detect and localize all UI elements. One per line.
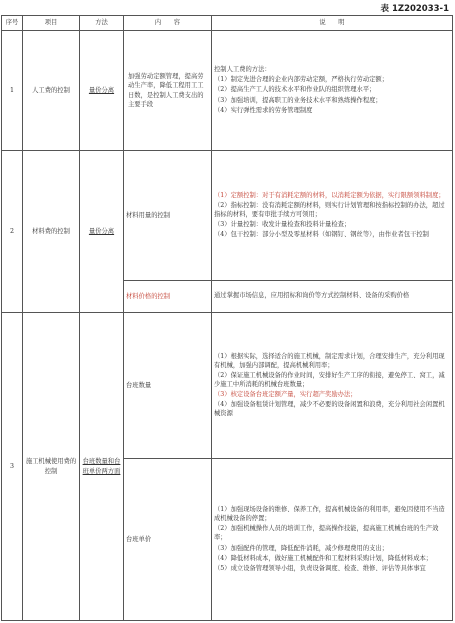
row-content — [124, 151, 212, 281]
row-item: 材料费的控制 — [23, 151, 80, 313]
description-line: （3）加强培训，提高职工的业务技术水平和熟练操作程度； — [214, 96, 382, 104]
row-content — [124, 281, 212, 313]
row-description — [212, 151, 453, 281]
description-line: （4）实行弹性需求的劳务管理制度 — [214, 106, 313, 114]
table-row — [2, 151, 453, 281]
description-line: （4）加强设备租赁计划管理，减少不必要的设备闲置和浪费，充分利用社会闲置机械资源 — [214, 401, 445, 418]
description-line: （5）成立设备管理领导小组，负责设备调度、检查、维修、评估等具体事宜 — [214, 564, 426, 572]
content-text: 材料用量的控制 — [126, 211, 171, 219]
header-description: 说 明 — [212, 16, 453, 31]
header-content: 内 容 — [124, 16, 212, 31]
description-line: （1）制定先进合理的企业内部劳动定额，严格执行劳动定额； — [214, 76, 389, 84]
description-line: （2）加强机械操作人员的培训工作，提高操作技能，提高施工机械台班的生产效率； — [214, 525, 439, 542]
header-no: 序号 — [2, 16, 23, 31]
row-description — [212, 31, 453, 151]
row-item: 人工费的控制 — [23, 31, 80, 151]
content-text: 台班数量 — [126, 381, 152, 389]
row-method: 量价分离 — [80, 31, 124, 151]
header-method: 方法 — [80, 16, 124, 31]
description-line: 通过掌握市场信息，应用招标和询价等方式控制材料、设备的采购价格 — [214, 292, 410, 300]
description-line: （3）计量控制：收发计量检查和投料计量检查； — [214, 221, 351, 229]
row-method: 台班数量和台班单价两方面 — [80, 313, 124, 621]
header-row — [2, 16, 453, 31]
row-content — [124, 31, 212, 151]
description-line: （2）提高生产工人的技术水平和作业队的组织管理水平； — [214, 86, 376, 94]
description-line: （4）包干控制：部分小型及零星材料（如钢钉、钢丝等），由作业者包干控制 — [214, 231, 429, 239]
description-line: （2）保证施工机械设备的作业时间，安排好生产工序的衔接，避免停工、窝工，减少施工中所消耗的机械台班数量； — [214, 371, 445, 388]
content-text: 加强劳动定额管理，提高劳动生产率，降低工程用工工日数，是控制人工费支出的主要手段 — [128, 73, 204, 108]
header-item: 项目 — [23, 16, 80, 31]
description-line: 控制人工费的方法： — [214, 66, 271, 74]
content-text: 材料价格的控制 — [126, 292, 171, 300]
row-description — [212, 459, 453, 621]
row-no: 2 — [2, 151, 23, 313]
row-method: 量价分离 — [80, 151, 124, 313]
row-no: 1 — [2, 31, 23, 151]
content-text: 台班单价 — [126, 535, 152, 543]
row-content — [124, 313, 212, 459]
cost-control-table — [1, 15, 453, 621]
table-caption: 表 1Z202033-1 — [380, 4, 449, 14]
table-row — [2, 31, 453, 151]
description-line: （1）加强现场设备的维修、保养工作，提高机械设备的利用率，避免因使用不当造成机械设备的停置； — [214, 506, 445, 523]
description-line: （3）核定设备台班定额产量，实行超产奖励办法； — [214, 391, 357, 399]
description-line: （1）根据实际，选择适合的施工机械，制定需求计划，合理安排生产，充分利用现有机械，加强内部调配，提高机械利用率； — [214, 352, 445, 369]
description-line: （4）降低材料成本，做好施工机械配件和工程材料采购计划，降低材料成本； — [214, 554, 433, 562]
row-no: 3 — [2, 313, 23, 621]
description-line: （3）加强配件的管理，降低配件消耗，减少修理费用的支出； — [214, 544, 389, 552]
table-row — [2, 313, 453, 459]
description-line: （1）定额控制：对于有消耗定额的材料，以消耗定额为依据，实行限额领料制度； — [214, 191, 445, 199]
row-description — [212, 281, 453, 313]
row-description — [212, 313, 453, 459]
row-content — [124, 459, 212, 621]
description-line: （2）指标控制：没有消耗定额的材料，则实行计划管理和按指标控制的办法，超过指标的材料，要有审批手续方可领用； — [214, 201, 445, 218]
row-item: 施工机械使用费的控制 — [23, 313, 80, 621]
